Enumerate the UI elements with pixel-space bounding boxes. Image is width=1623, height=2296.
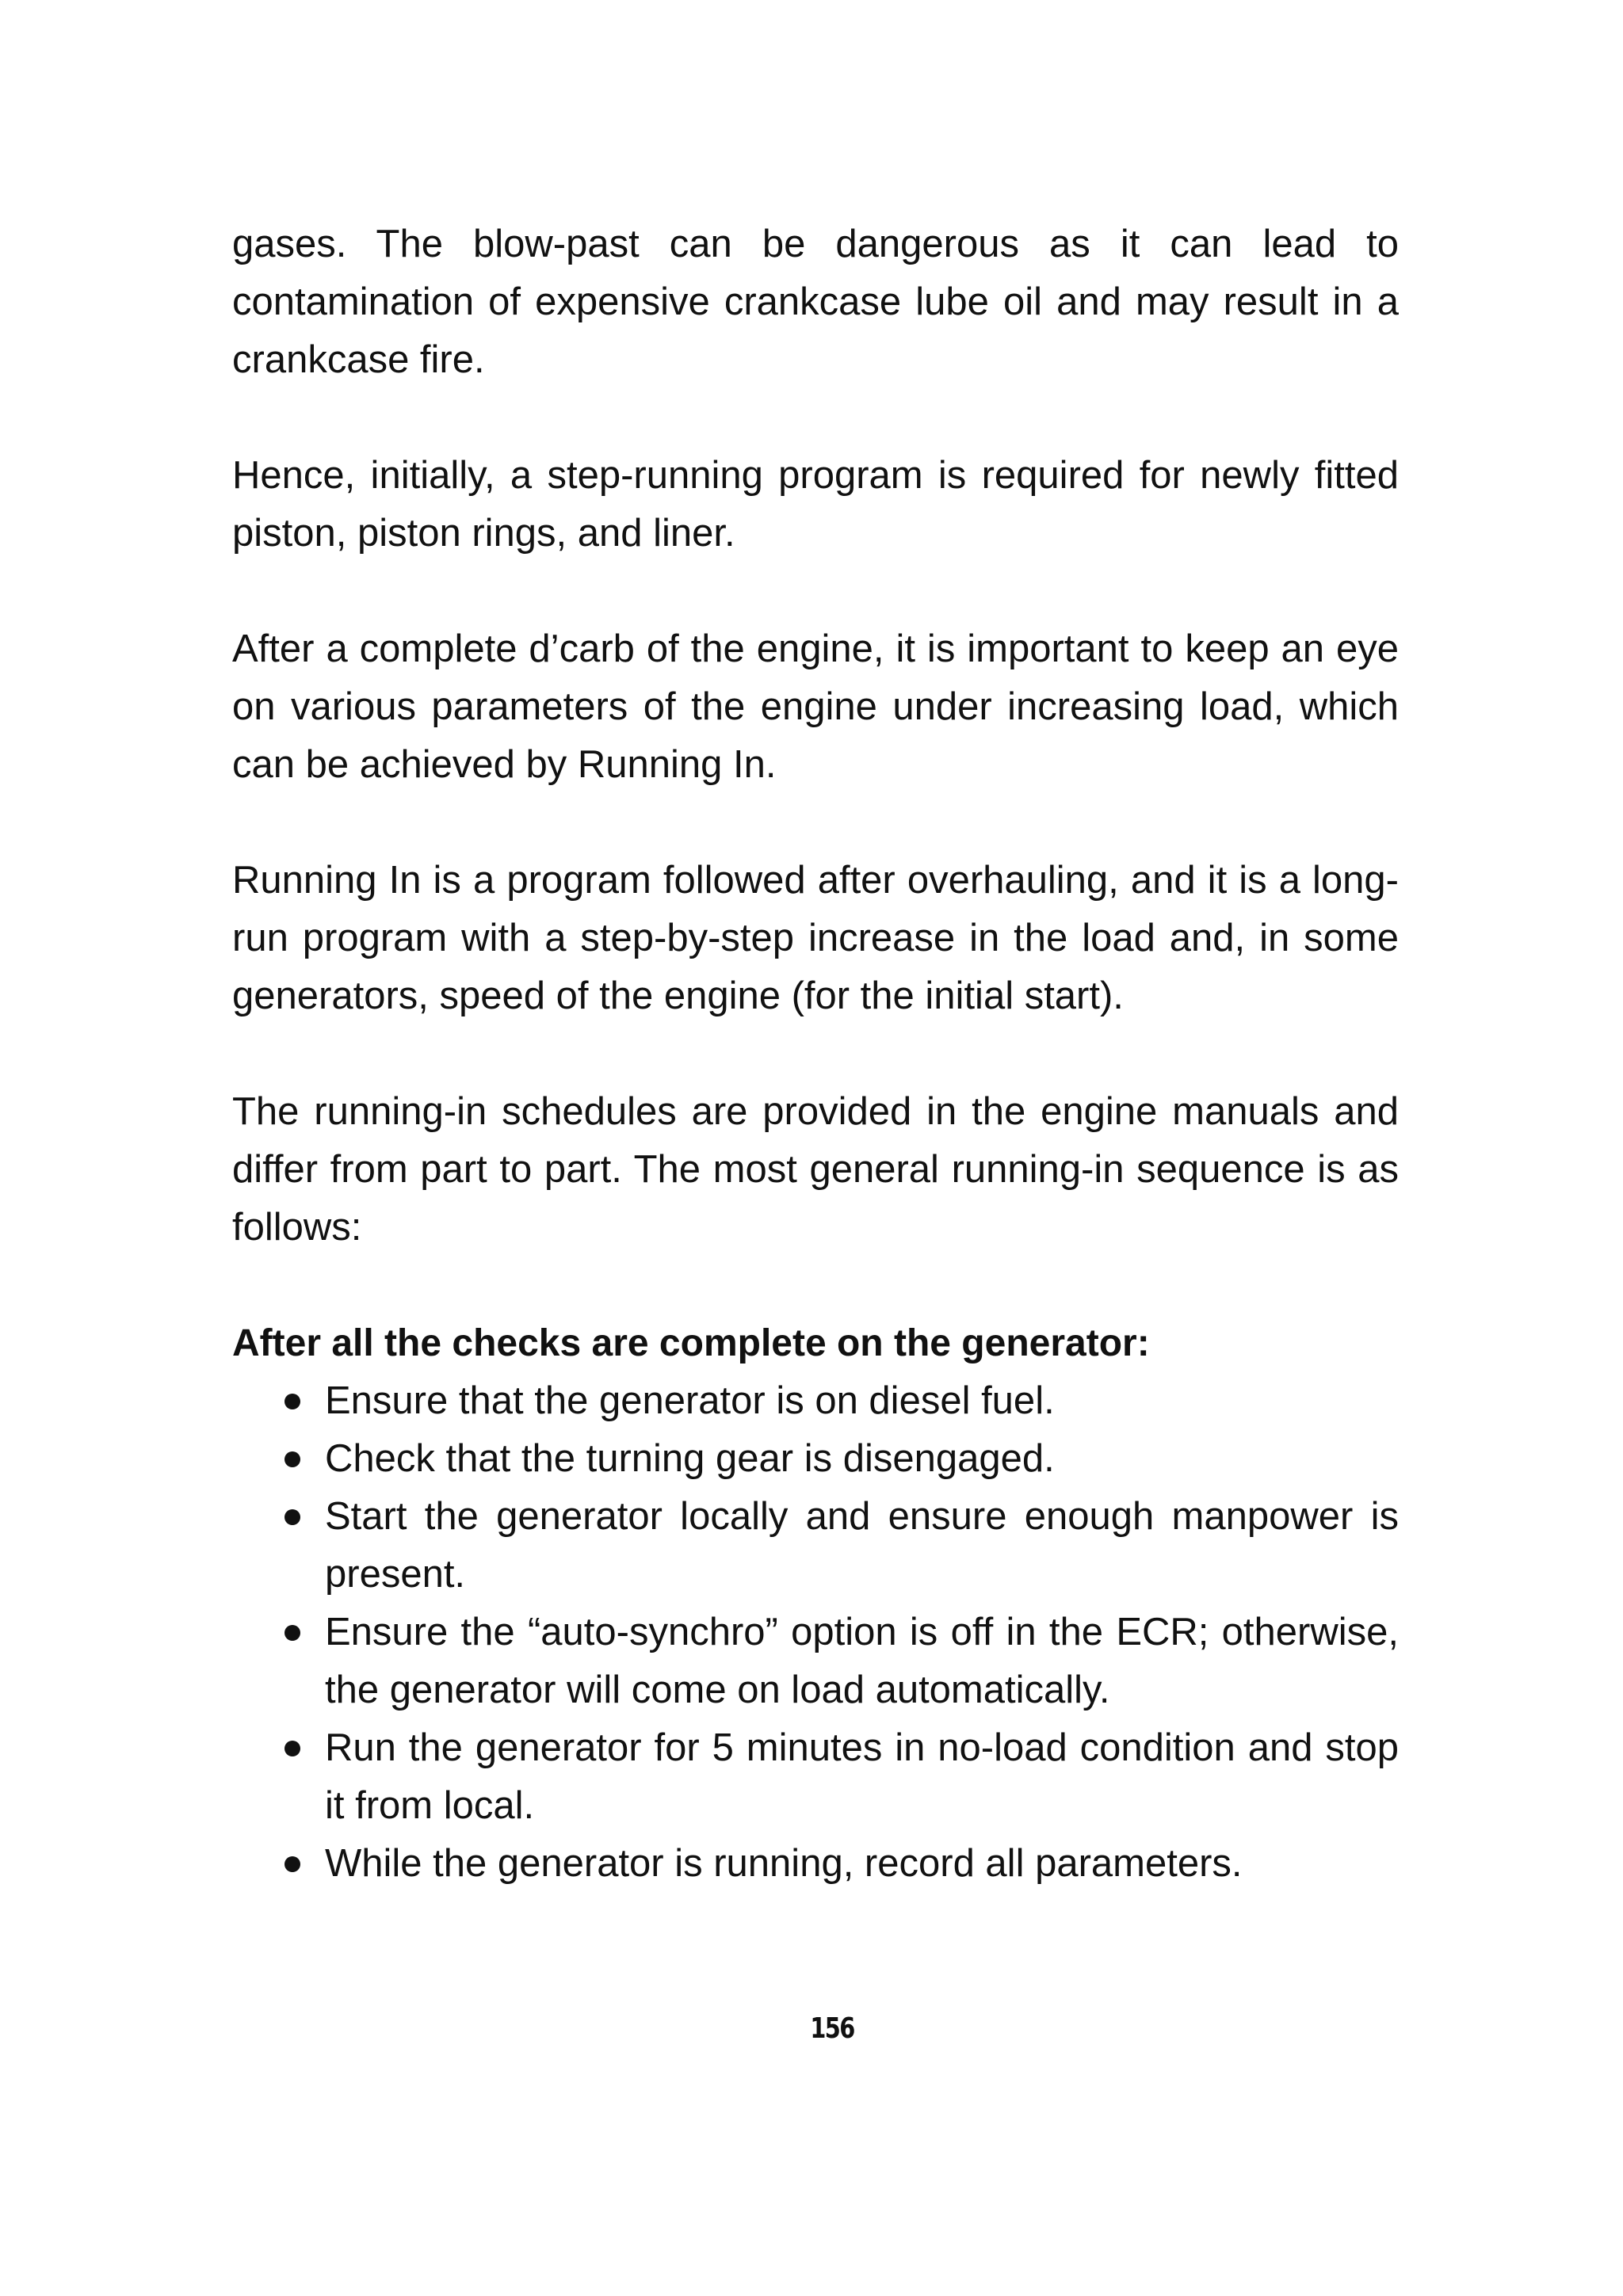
bullet-icon — [285, 1625, 300, 1641]
bullet-icon — [285, 1451, 300, 1467]
list-item-text: Ensure that the generator is on diesel fuel. — [325, 1379, 1055, 1422]
list-item — [232, 1372, 1399, 1430]
list-item — [232, 1719, 1399, 1835]
list-item-text: Check that the turning gear is disengaged. — [325, 1437, 1055, 1480]
checklist-heading: After all the checks are complete on the generator: — [232, 1322, 1150, 1364]
page-number: 156 — [810, 2012, 854, 2045]
bullet-icon — [285, 1394, 300, 1409]
bullet-icon — [285, 1509, 300, 1525]
list-item-text: Start the generator locally and ensure enough manpower is present. — [325, 1495, 1399, 1596]
paragraph-running-in: Running In is a program followed after overhauling, and it is a long-run program with a step-by-step increase in the load and, in some generators, speed of the engine (for the initial start). — [232, 859, 1399, 1017]
paragraph-schedules: The running-in schedules are provided in the engine manuals and differ from part to part. The most general running-in sequence is as follows: — [232, 1090, 1399, 1249]
list-item — [232, 1604, 1399, 1719]
paragraph-blow-past: gases. The blow-past can be dangerous as it can lead to contamination of expensive crankcase lube oil and may result in a crankcase fire. — [232, 223, 1399, 381]
bullet-icon — [285, 1856, 300, 1872]
page-body — [232, 215, 1399, 1893]
paragraph-step-running: Hence, initially, a step-running program is required for newly fitted piston, piston rings, and liner. — [232, 454, 1399, 555]
list-item-text: While the generator is running, record all parameters. — [325, 1842, 1243, 1885]
list-item-text: Ensure the “auto-synchro” option is off in the ECR; otherwise, the generator will come on load automatically. — [325, 1611, 1399, 1711]
bullet-icon — [285, 1741, 300, 1756]
checklist-list — [232, 1372, 1399, 1893]
list-item — [232, 1835, 1399, 1893]
paragraph-dcarb: After a complete d’carb of the engine, it is important to keep an eye on various parameters of the engine under increasing load, which can be achieved by Running In. — [232, 627, 1399, 786]
list-item-text: Run the generator for 5 minutes in no-load condition and stop it from local. — [325, 1726, 1399, 1827]
list-item — [232, 1430, 1399, 1488]
list-item — [232, 1488, 1399, 1604]
